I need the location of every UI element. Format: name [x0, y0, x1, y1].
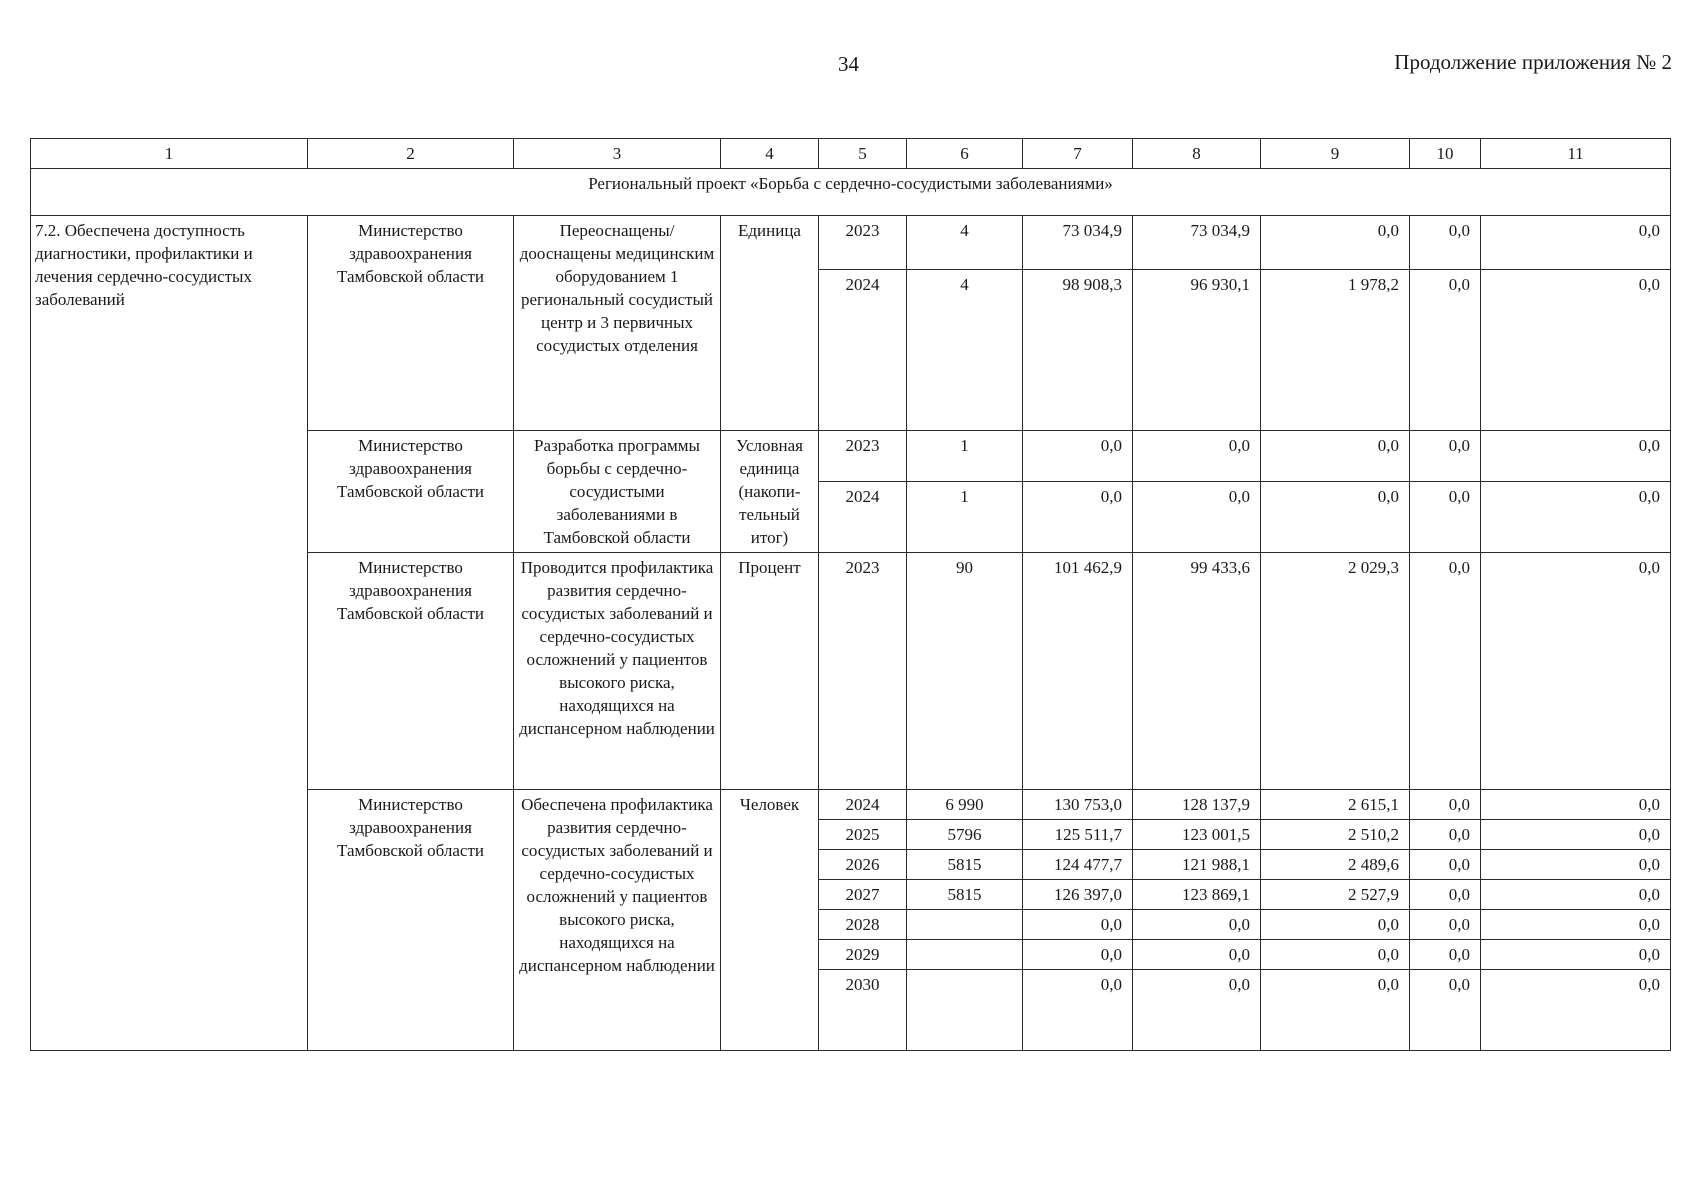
amount-cell-11: 0,0	[1481, 970, 1671, 1051]
column-header: 11	[1481, 139, 1671, 169]
indicator-value-cell: 6 990	[907, 790, 1023, 820]
indicator-value-cell: 4	[907, 270, 1023, 431]
section-title-row	[31, 169, 1671, 216]
amount-cell-11: 0,0	[1481, 270, 1671, 431]
column-header: 7	[1023, 139, 1133, 169]
amount-cell-8: 0,0	[1133, 940, 1261, 970]
unit-cell: Условная единица (накопи-тельный итог)	[721, 431, 819, 553]
amount-cell-7: 0,0	[1023, 431, 1133, 482]
year-cell: 2024	[819, 270, 907, 431]
amount-cell-9: 0,0	[1261, 482, 1410, 553]
amount-cell-8: 121 988,1	[1133, 850, 1261, 880]
indicator-value-cell: 1	[907, 482, 1023, 553]
indicator-value-cell: 1	[907, 431, 1023, 482]
indicator-value-cell: 4	[907, 216, 1023, 270]
amount-cell-9: 0,0	[1261, 431, 1410, 482]
amount-cell-9: 2 029,3	[1261, 553, 1410, 790]
year-cell: 2030	[819, 970, 907, 1051]
amount-cell-10: 0,0	[1410, 880, 1481, 910]
amount-cell-10: 0,0	[1410, 820, 1481, 850]
amount-cell-9: 0,0	[1261, 940, 1410, 970]
amount-cell-7: 126 397,0	[1023, 880, 1133, 910]
amount-cell-9: 1 978,2	[1261, 270, 1410, 431]
column-header: 1	[31, 139, 308, 169]
indicator-value-cell	[907, 910, 1023, 940]
appendix-table	[30, 138, 1671, 1051]
executor-cell: Министерство здравоохранения Тамбовской области	[308, 431, 514, 553]
table-row	[31, 216, 1671, 270]
year-cell: 2025	[819, 820, 907, 850]
executor-cell: Министерство здравоохранения Тамбовской области	[308, 216, 514, 431]
appendix-continuation-label: Продолжение приложения № 2	[1394, 50, 1672, 74]
page-number: 34	[838, 52, 859, 76]
amount-cell-8: 96 930,1	[1133, 270, 1261, 431]
result-cell: Проводится профилактика развития сердечно-сосудистых заболеваний и сердечно-сосудистых осложнений у пациентов высокого риска, находящихся на диспансерном наблюдении	[514, 553, 721, 790]
executor-cell: Министерство здравоохранения Тамбовской области	[308, 790, 514, 1051]
amount-cell-8: 99 433,6	[1133, 553, 1261, 790]
amount-cell-10: 0,0	[1410, 431, 1481, 482]
year-cell: 2028	[819, 910, 907, 940]
amount-cell-11: 0,0	[1481, 820, 1671, 850]
amount-cell-9: 2 615,1	[1261, 790, 1410, 820]
column-header: 8	[1133, 139, 1261, 169]
amount-cell-10: 0,0	[1410, 790, 1481, 820]
indicator-value-cell	[907, 970, 1023, 1051]
amount-cell-8: 0,0	[1133, 910, 1261, 940]
indicator-value-cell	[907, 940, 1023, 970]
amount-cell-11: 0,0	[1481, 880, 1671, 910]
amount-cell-11: 0,0	[1481, 850, 1671, 880]
amount-cell-7: 0,0	[1023, 970, 1133, 1051]
amount-cell-7: 125 511,7	[1023, 820, 1133, 850]
amount-cell-10: 0,0	[1410, 850, 1481, 880]
amount-cell-7: 101 462,9	[1023, 553, 1133, 790]
section-title: Региональный проект «Борьба с сердечно-сосудистыми заболеваниями»	[31, 169, 1671, 216]
column-header: 6	[907, 139, 1023, 169]
year-cell: 2023	[819, 431, 907, 482]
table-body	[31, 139, 1671, 1051]
amount-cell-9: 0,0	[1261, 216, 1410, 270]
column-header: 10	[1410, 139, 1481, 169]
year-cell: 2027	[819, 880, 907, 910]
year-cell: 2024	[819, 790, 907, 820]
amount-cell-8: 128 137,9	[1133, 790, 1261, 820]
column-header: 4	[721, 139, 819, 169]
amount-cell-10: 0,0	[1410, 940, 1481, 970]
amount-cell-8: 0,0	[1133, 970, 1261, 1051]
column-header: 3	[514, 139, 721, 169]
amount-cell-11: 0,0	[1481, 482, 1671, 553]
amount-cell-8: 123 001,5	[1133, 820, 1261, 850]
result-cell: Переоснащены/ дооснащены медицинским оборудованием 1 региональный сосудистый центр и 3 первичных сосудистых отделения	[514, 216, 721, 431]
amount-cell-7: 124 477,7	[1023, 850, 1133, 880]
result-cell: Разработка программы борьбы с сердечно-сосудистыми заболеваниями в Тамбовской области	[514, 431, 721, 553]
year-cell: 2029	[819, 940, 907, 970]
amount-cell-9: 0,0	[1261, 910, 1410, 940]
indicator-value-cell: 5796	[907, 820, 1023, 850]
amount-cell-10: 0,0	[1410, 216, 1481, 270]
amount-cell-7: 0,0	[1023, 940, 1133, 970]
amount-cell-8: 0,0	[1133, 482, 1261, 553]
amount-cell-11: 0,0	[1481, 910, 1671, 940]
indicator-value-cell: 5815	[907, 850, 1023, 880]
amount-cell-10: 0,0	[1410, 482, 1481, 553]
unit-cell: Процент	[721, 553, 819, 790]
amount-cell-8: 123 869,1	[1133, 880, 1261, 910]
amount-cell-7: 0,0	[1023, 482, 1133, 553]
amount-cell-7: 73 034,9	[1023, 216, 1133, 270]
amount-cell-11: 0,0	[1481, 790, 1671, 820]
amount-cell-10: 0,0	[1410, 970, 1481, 1051]
amount-cell-10: 0,0	[1410, 553, 1481, 790]
year-cell: 2024	[819, 482, 907, 553]
amount-cell-11: 0,0	[1481, 553, 1671, 790]
amount-cell-11: 0,0	[1481, 216, 1671, 270]
amount-cell-7: 98 908,3	[1023, 270, 1133, 431]
amount-cell-7: 130 753,0	[1023, 790, 1133, 820]
column-header: 5	[819, 139, 907, 169]
amount-cell-8: 73 034,9	[1133, 216, 1261, 270]
indicator-value-cell: 5815	[907, 880, 1023, 910]
amount-cell-11: 0,0	[1481, 940, 1671, 970]
indicator-value-cell: 90	[907, 553, 1023, 790]
amount-cell-10: 0,0	[1410, 270, 1481, 431]
result-cell: Обеспечена профилактика развития сердечно-сосудистых заболеваний и сердечно-сосудистых осложнений у пациентов высокого риска, находящихся на диспансерном наблюдении	[514, 790, 721, 1051]
amount-cell-9: 0,0	[1261, 970, 1410, 1051]
amount-cell-8: 0,0	[1133, 431, 1261, 482]
unit-cell: Человек	[721, 790, 819, 1051]
amount-cell-10: 0,0	[1410, 910, 1481, 940]
column-header: 9	[1261, 139, 1410, 169]
unit-cell: Единица	[721, 216, 819, 431]
amount-cell-11: 0,0	[1481, 431, 1671, 482]
year-cell: 2023	[819, 216, 907, 270]
executor-cell: Министерство здравоохранения Тамбовской области	[308, 553, 514, 790]
amount-cell-9: 2 527,9	[1261, 880, 1410, 910]
column-number-row	[31, 139, 1671, 169]
task-cell: 7.2. Обеспечена доступность диагностики, профилактики и лечения сердечно-сосудистых заболеваний	[31, 216, 308, 1051]
year-cell: 2023	[819, 553, 907, 790]
amount-cell-9: 2 489,6	[1261, 850, 1410, 880]
year-cell: 2026	[819, 850, 907, 880]
amount-cell-9: 2 510,2	[1261, 820, 1410, 850]
amount-cell-7: 0,0	[1023, 910, 1133, 940]
column-header: 2	[308, 139, 514, 169]
